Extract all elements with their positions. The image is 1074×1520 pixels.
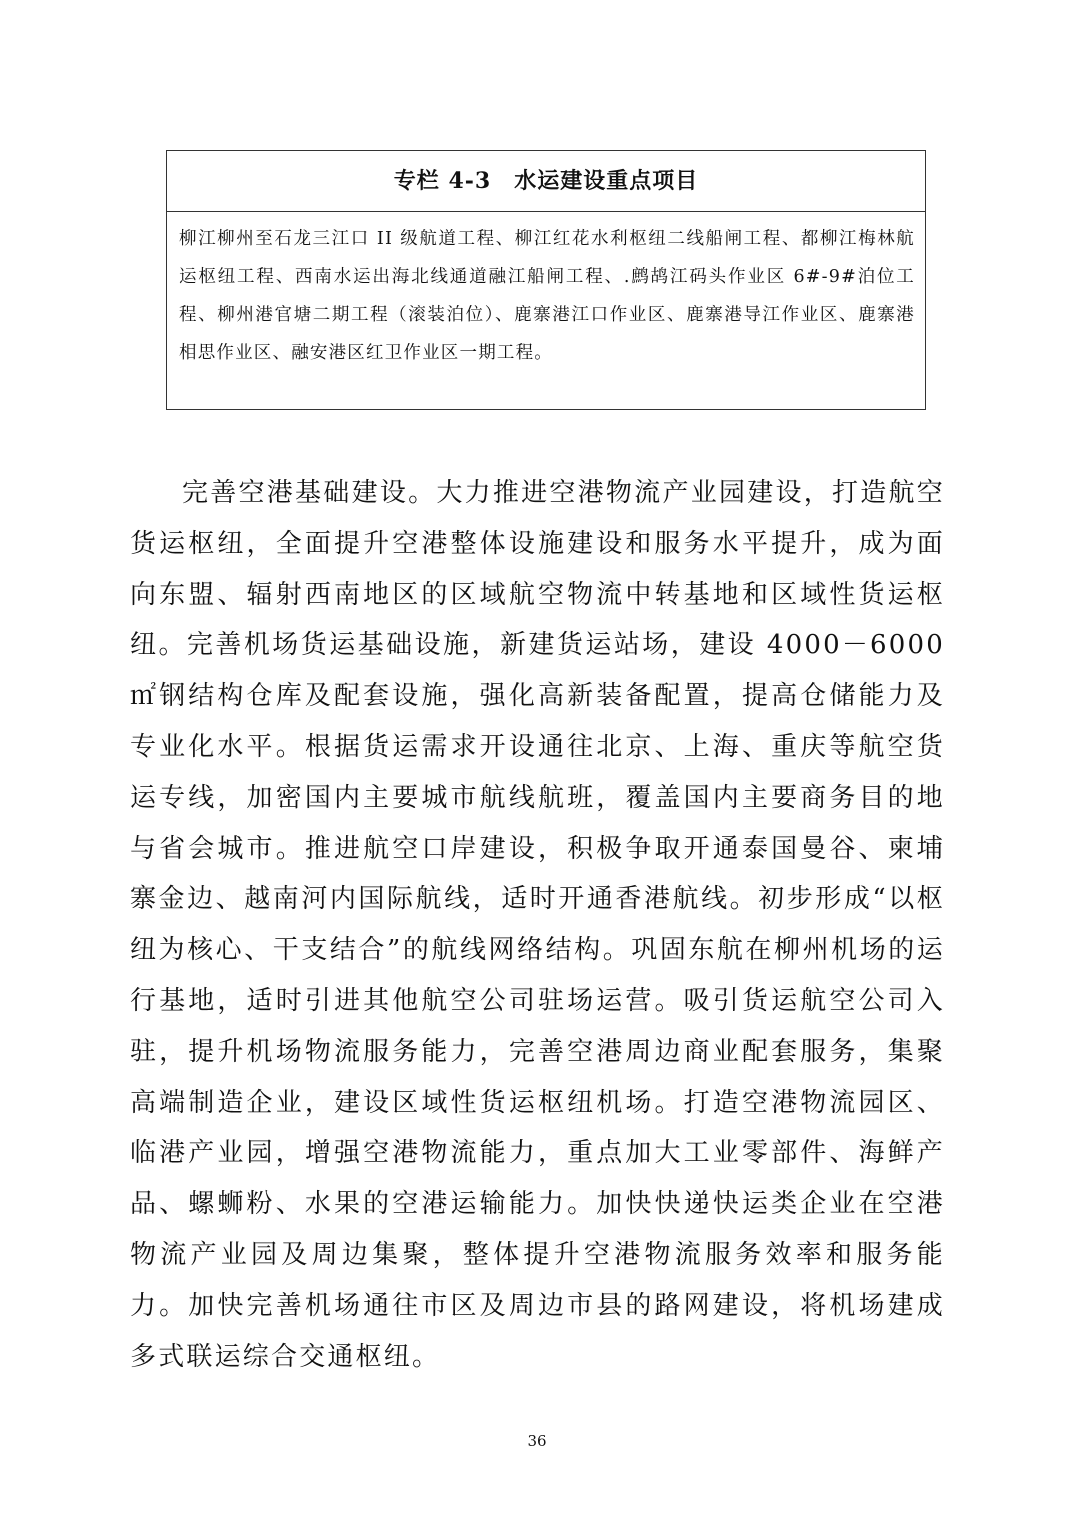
project-box (166, 150, 926, 410)
box-title: 专栏 4-3 水运建设重点项目 (167, 151, 925, 212)
body-paragraph: 完善空港基础建设。大力推进空港物流产业园建设，打造航空货运枢纽，全面提升空港整体设施建设和服务水平提升，成为面向东盟、辐射西南地区的区域航空物流中转基地和区域性货运枢纽。完善机场货运基础设施，新建货运站场，建设 4000－6000 ㎡钢结构仓库及配套设施，强化高新装备配置，提高仓储能力及专业化水平。根据货运需求开设通往北京、上海、重庆等航空货运专线，加密国内主要城市航线航班，覆盖国内主要商务目的地与省会城市。推进航空口岸建设，积极争取开通泰国曼谷、柬埔寨金边、越南河内国际航线，适时开通香港航线。初步形成“以枢纽为核心、干支结合”的航线网络结构。巩固东航在柳州机场的运行基地，适时引进其他航空公司驻场运营。吸引货运航空公司入驻，提升机场物流服务能力，完善空港周边商业配套服务，集聚高端制造企业，建设区域性货运枢纽机场。打造空港物流园区、临港产业园，增强空港物流能力，重点加大工业零部件、海鲜产品、螺蛳粉、水果的空港运输能力。加快快递快运类企业在空港物流产业园及周边集聚，整体提升空港物流服务效率和服务能力。加快完善机场通往市区及周边市县的路网建设，将机场建成多式联运综合交通枢纽。 (130, 478, 945, 1372)
box-content: 柳江柳州至石龙三江口 II 级航道工程、柳江红花水利枢纽二线船闸工程、都柳江梅林航运枢纽工程、西南水运出海北线通道融江船闸工程、.鹧鸪江码头作业区 6#-9#泊位工程、柳州港官塘二期工程（滚装泊位）、鹿寨港江口作业区、鹿寨港导江作业区、鹿寨港相思作业区、融安港区红卫作业区一期工程。 (179, 229, 915, 363)
page-number: 36 (527, 1432, 547, 1450)
